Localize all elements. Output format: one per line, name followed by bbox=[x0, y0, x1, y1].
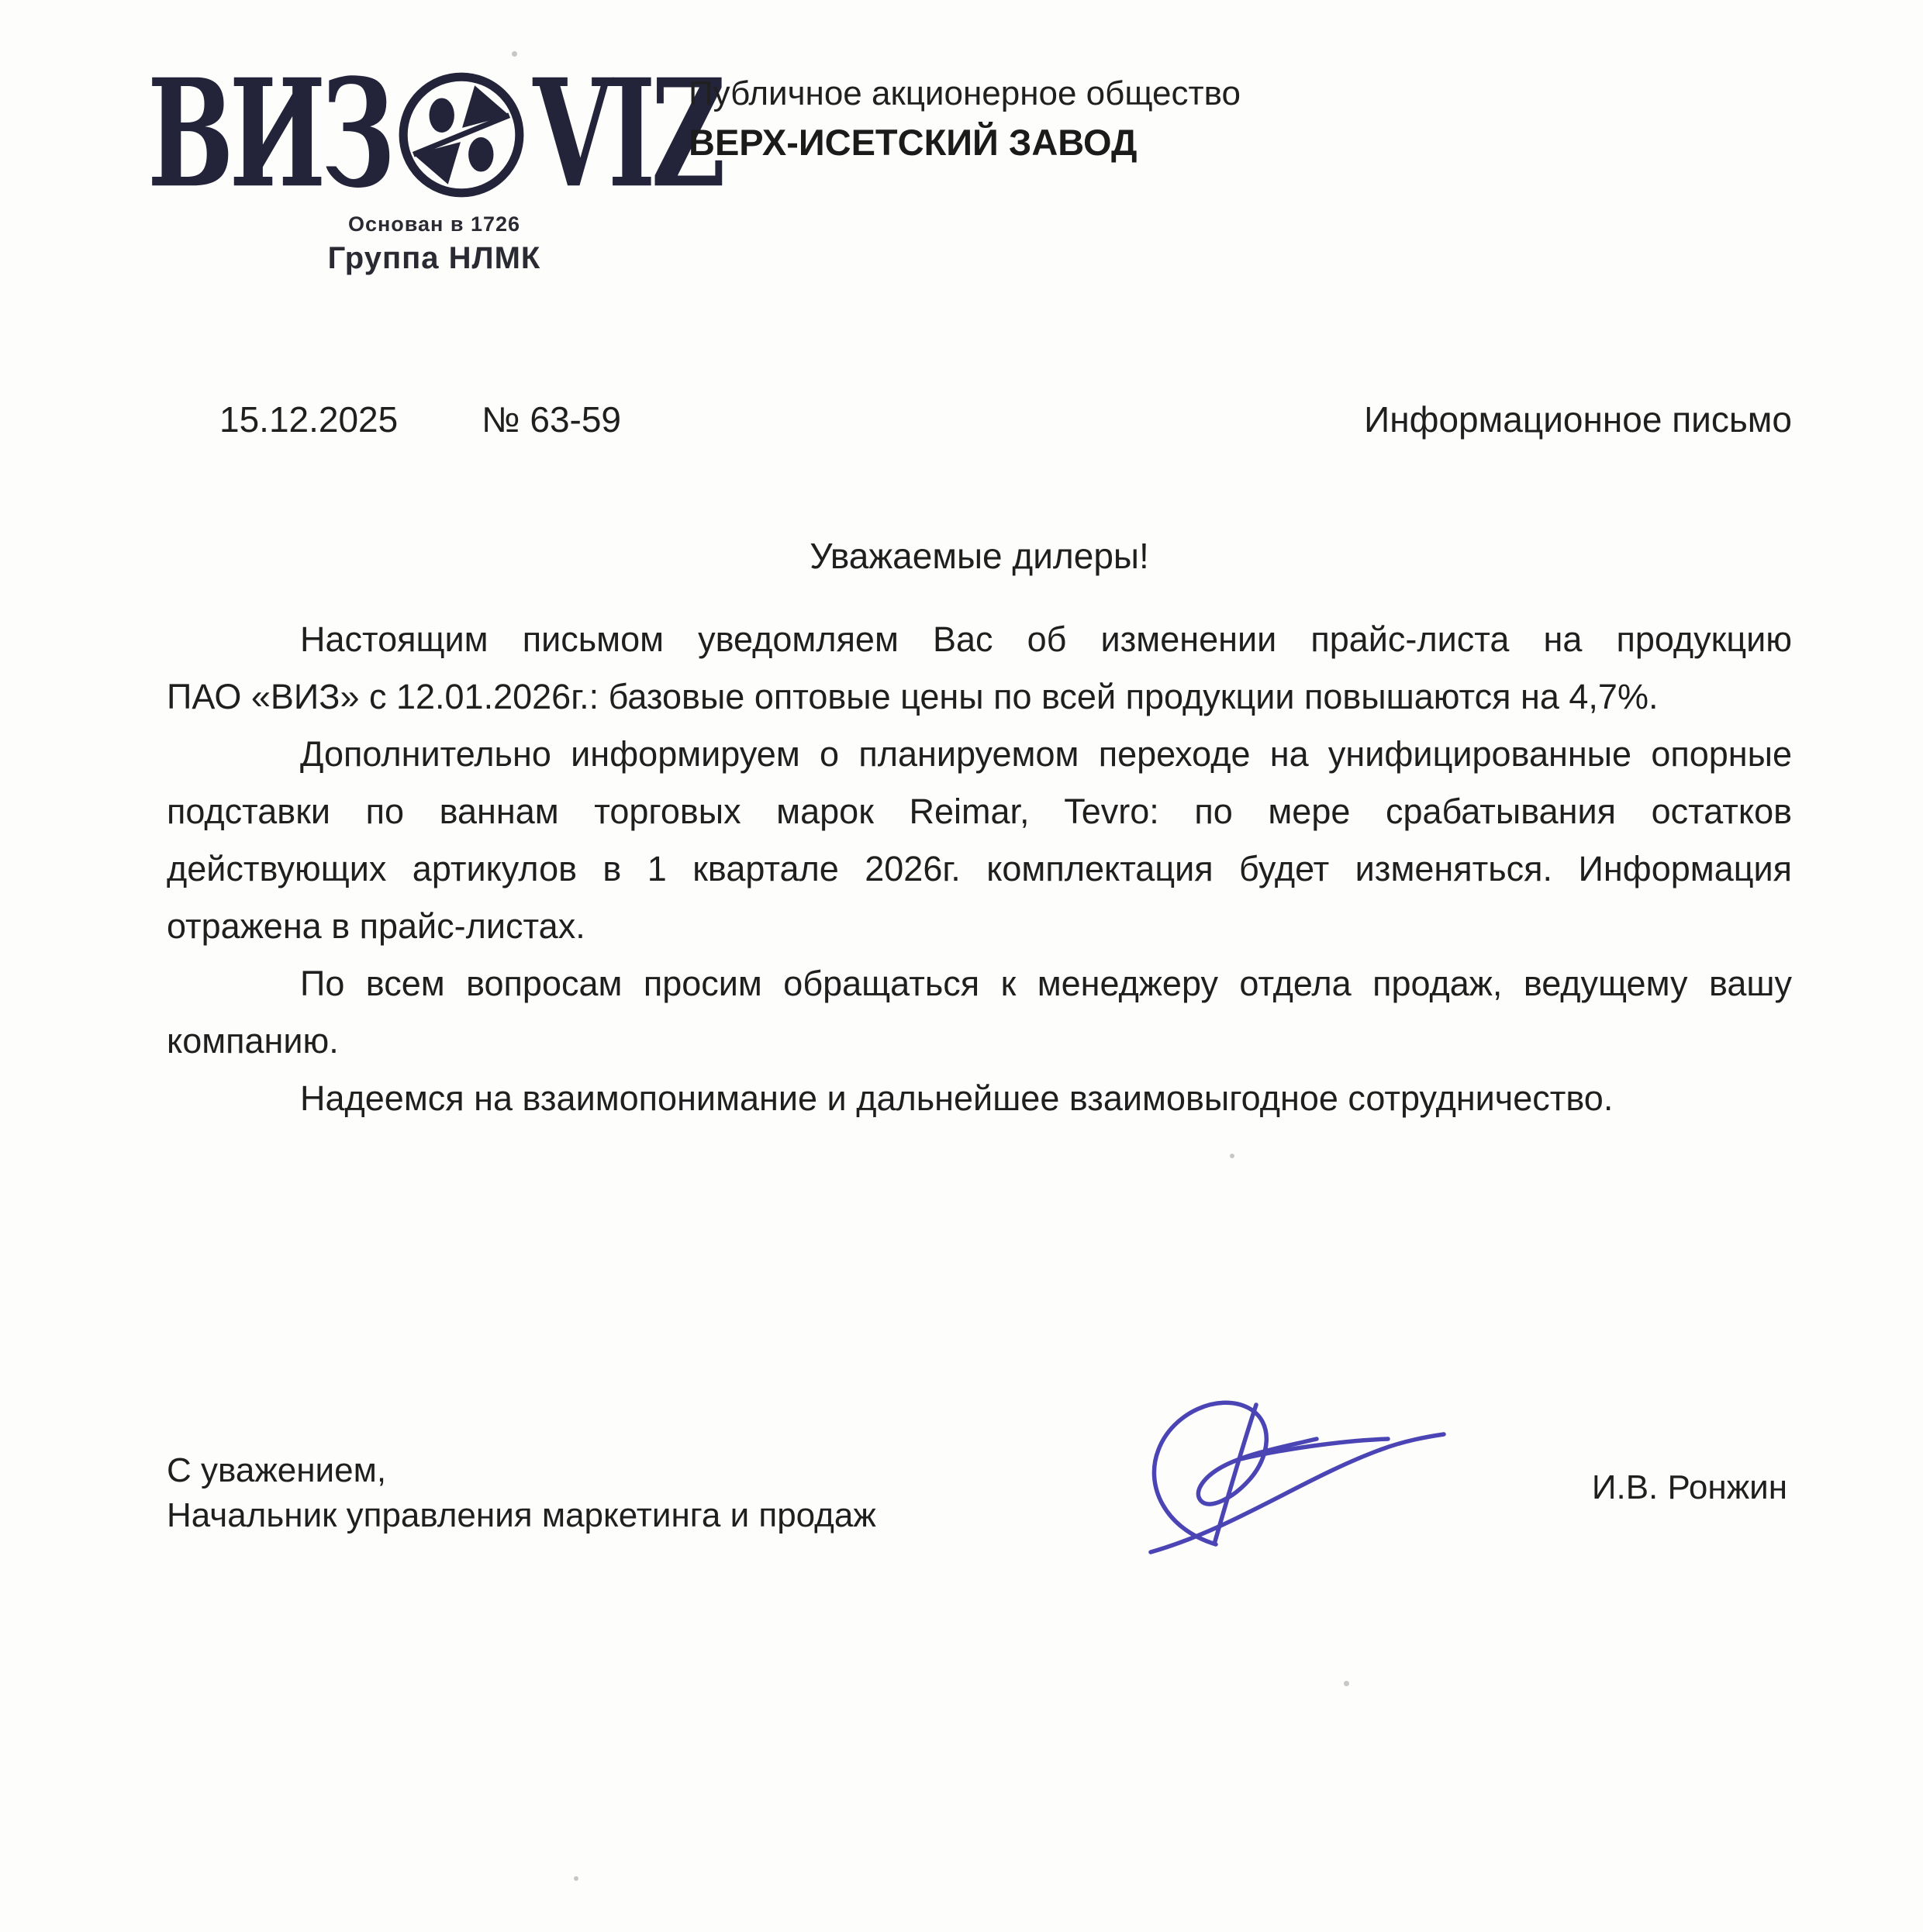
signer-position: Начальник управления маркетинга и продаж bbox=[167, 1496, 876, 1534]
closing-line: С уважением, bbox=[167, 1451, 387, 1489]
body-line: действующих артикулов в 1 квартале 2026г. комплектация будет изменяться. Информация bbox=[167, 849, 1792, 888]
logo-founded-caption: Основан в 1726 bbox=[347, 212, 521, 236]
company-logo bbox=[147, 47, 722, 276]
logo-text-cyrillic: ВИЗ bbox=[147, 47, 391, 222]
letter-body bbox=[167, 611, 1792, 1127]
body-line: Надеемся на взаимопонимание и дальнейшее взаимовыгодное сотрудничество. bbox=[300, 1078, 1614, 1118]
body-line: отражена в прайс-листах. bbox=[167, 906, 585, 946]
signature-block bbox=[167, 1448, 1792, 1538]
body-line: ПАО «ВИЗ» с 12.01.2026г.: базовые оптовые цены по всей продукции повышаются на 4,7%. bbox=[167, 677, 1659, 716]
org-header bbox=[689, 74, 1241, 164]
logo-captions bbox=[174, 212, 694, 276]
org-type: Публичное акционерное общество bbox=[689, 74, 1241, 112]
body-line: Настоящим письмом уведомляем Вас об изменении прайс-листа на продукцию bbox=[300, 619, 1792, 659]
salutation: Уважаемые дилеры! bbox=[810, 536, 1149, 576]
scan-speckle bbox=[1344, 1681, 1349, 1686]
body-line: Дополнительно информируем о планируемом переходе на унифицированные опорные bbox=[300, 734, 1792, 774]
viz-emblem-icon bbox=[395, 68, 528, 202]
scan-speckle bbox=[574, 1876, 578, 1881]
scan-speckle bbox=[512, 51, 517, 57]
reference-row bbox=[167, 398, 1792, 440]
letter-type: Информационное письмо bbox=[1364, 399, 1792, 440]
handwritten-signature bbox=[1124, 1385, 1458, 1567]
letter-number: № 63-59 bbox=[482, 399, 622, 440]
logo-group-caption: Группа НЛМК bbox=[327, 241, 541, 275]
org-name: ВЕРХ-ИСЕТСКИЙ ЗАВОД bbox=[689, 122, 1138, 163]
logo-row bbox=[147, 47, 722, 222]
body-line: компанию. bbox=[167, 1021, 339, 1061]
logo-text-latin: VIZ bbox=[533, 47, 722, 222]
scan-speckle bbox=[1230, 1154, 1234, 1158]
letter-date: 15.12.2025 bbox=[219, 399, 399, 440]
signer-name: И.В. Ронжин bbox=[1591, 1468, 1787, 1506]
body-line: подставки по ваннам торговых марок Reimar, Tevro: по мере срабатывания остатков bbox=[167, 792, 1792, 831]
body-line: По всем вопросам просим обращаться к менеджеру отдела продаж, ведущему вашу bbox=[300, 964, 1792, 1003]
